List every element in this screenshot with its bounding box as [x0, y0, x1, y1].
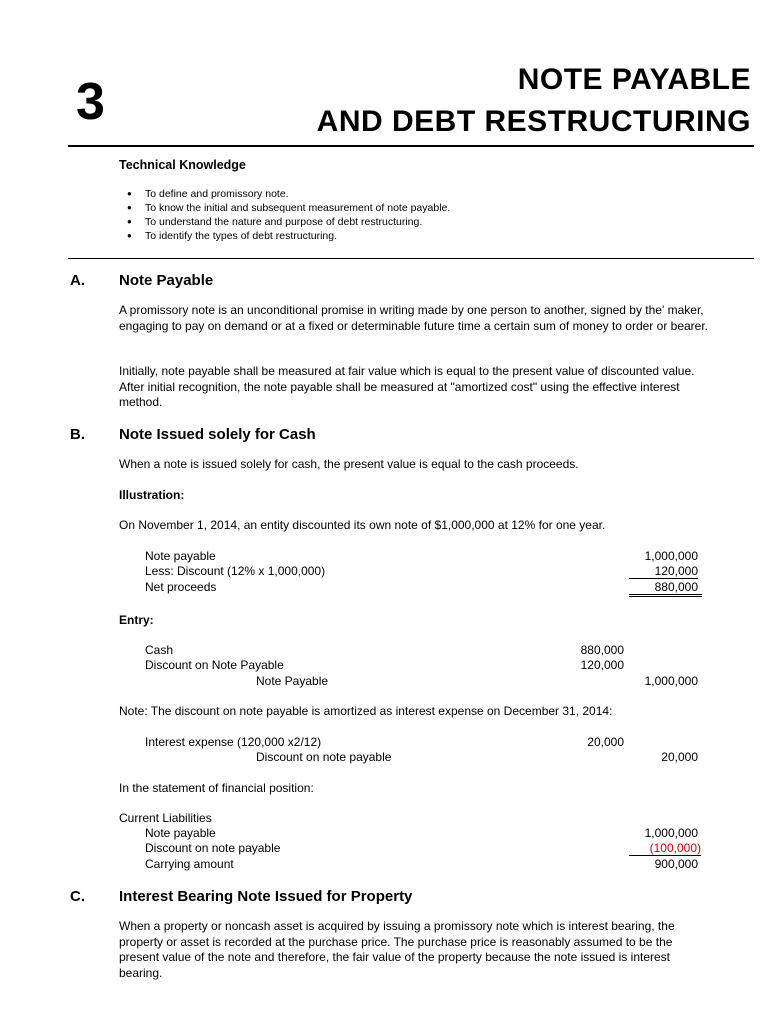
sfp-value: 1,000,000: [644, 826, 698, 840]
sfp-label: Discount on note payable: [145, 841, 281, 855]
sfp-heading: Current Liabilities: [119, 811, 212, 825]
entry-account: Discount on Note Payable: [145, 658, 284, 672]
sfp-value-negative: (100,000): [629, 841, 701, 856]
amort-debit: 20,000: [587, 735, 624, 749]
section-a-paragraph-2: Initially, note payable shall be measured at fair value which is equal to the present value of discounted value. After initial recognition, the note payable shall be measured at "amortized cost" using the effective interest method.: [119, 364, 695, 409]
section-b-intro: When a note is issued solely for cash, the present value is equal to the cash proceeds.: [119, 457, 579, 471]
sfp-value: 900,000: [654, 857, 698, 871]
calc-total: 880,000: [654, 580, 698, 594]
entry-debit: 880,000: [580, 643, 624, 657]
calc-value: 120,000: [629, 564, 698, 579]
amort-account: Interest expense (120,000 x2/12): [145, 735, 322, 749]
section-b-title: Note Issued solely for Cash: [119, 426, 316, 443]
note-text: Note: The discount on note payable is amortized as interest expense on December 31, 2014:: [119, 704, 613, 718]
section-c-letter: C.: [70, 888, 85, 905]
list-item: ● To understand the nature and purpose of debt restructuring.: [127, 215, 450, 229]
entry-label: Entry:: [119, 613, 154, 627]
technical-knowledge-list: [127, 187, 450, 243]
sfp-intro: In the statement of financial position:: [119, 781, 314, 795]
entry-debit: 120,000: [580, 658, 624, 672]
list-item: ● To define and promissory note.: [127, 187, 450, 201]
sfp-label: Carrying amount: [145, 857, 234, 871]
entry-account: Note Payable: [256, 674, 329, 688]
calc-label: Note payable: [145, 549, 216, 563]
section-a-title: Note Payable: [119, 272, 214, 289]
list-item: ● To identify the types of debt restructuring.: [127, 229, 450, 243]
section-rule: [68, 258, 754, 259]
section-b-letter: B.: [70, 426, 85, 443]
calc-label: Less: Discount (12% x 1,000,000): [145, 564, 326, 578]
amort-credit: 20,000: [661, 750, 698, 764]
calc-value: [629, 580, 702, 597]
chapter-number: 3: [76, 73, 105, 131]
section-a-paragraph-1: A promissory note is an unconditional promise in writing made by one person to another, signed by the' maker, engaging to pay on demand or at a fixed or determinable future time a certain sum of money to order or bearer.: [119, 303, 709, 333]
section-c-paragraph-1: When a property or noncash asset is acquired by issuing a promissory note which is interest bearing, the property or asset is recorded at the purchase price. The purchase price is reasonably assumed to be the present value of the note and therefore, the fair value of the property because the note issued is interest bearing.: [119, 919, 675, 980]
entry-credit: 1,000,000: [644, 674, 698, 688]
technical-knowledge-heading: Technical Knowledge: [119, 158, 246, 172]
list-item: ● To know the initial and subsequent measurement of note payable.: [127, 201, 450, 215]
amort-account: Discount on note payable: [256, 750, 392, 764]
chapter-title-line1: NOTE PAYABLE: [517, 63, 751, 96]
sfp-label: Note payable: [145, 826, 216, 840]
chapter-title-line2: AND DEBT RESTRUCTURING: [316, 105, 751, 138]
illustration-label: Illustration:: [119, 488, 185, 502]
section-a-letter: A.: [70, 272, 85, 289]
entry-account: Cash: [145, 643, 174, 657]
illustration-text: On November 1, 2014, an entity discounted its own note of $1,000,000 at 12% for one year.: [119, 518, 606, 532]
calc-label: Net proceeds: [145, 580, 217, 594]
header-rule: [68, 145, 754, 147]
section-c-title: Interest Bearing Note Issued for Property: [119, 888, 413, 905]
calc-value: 1,000,000: [644, 549, 698, 563]
